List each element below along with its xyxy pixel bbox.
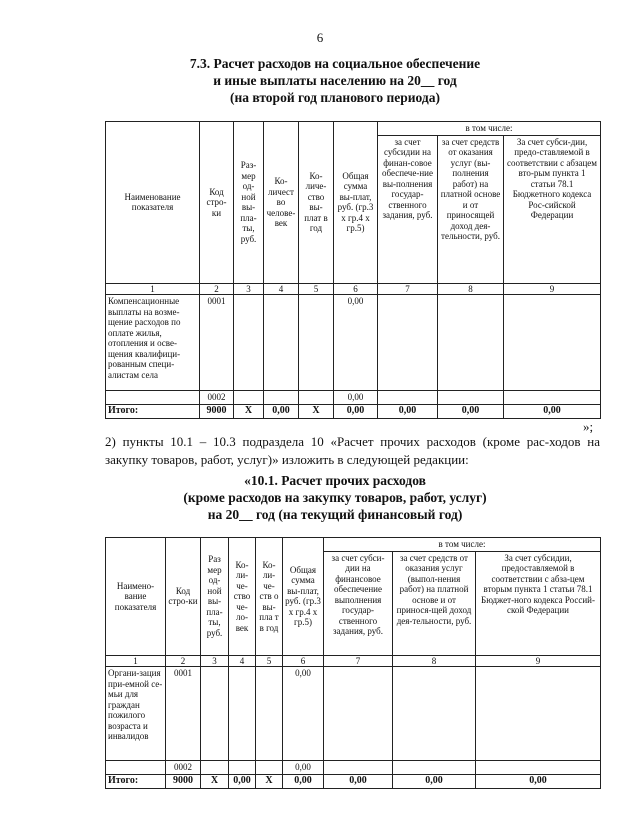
column-number: 3 — [201, 655, 229, 667]
column-number: 7 — [378, 283, 438, 295]
row-name: Компенсационные выплаты на возме-щение расходов по оплате жилья, отопления и осве-щения квалифици-рованным специ-алистам села — [106, 295, 200, 391]
cell-payments — [256, 761, 283, 775]
column-number: 7 — [324, 655, 393, 667]
cell-persons — [229, 761, 256, 775]
total-payments: X — [299, 404, 334, 418]
header-including: в том числе: — [324, 538, 601, 552]
total-code: 9000 — [200, 404, 234, 418]
total-payments: X — [256, 774, 283, 788]
cell-amount — [234, 391, 264, 405]
header-including: в том числе: — [378, 122, 601, 136]
header-code: Код стро-ки — [166, 538, 201, 656]
total-row — [106, 774, 601, 788]
column-number: 1 — [106, 655, 166, 667]
table1-title-line: 7.3. Расчет расходов на социальное обеспечение — [189, 56, 481, 71]
row-name — [106, 761, 166, 775]
total-label: Итого: — [106, 774, 166, 788]
row-code: 0001 — [166, 667, 201, 761]
cell-subsidy-state-task — [378, 295, 438, 391]
cell-payments — [299, 295, 334, 391]
total-amount: X — [201, 774, 229, 788]
header-amount: Раз-мер од-ной вы-пла-ты, руб. — [234, 122, 264, 284]
column-number: 5 — [256, 655, 283, 667]
cell-payments — [256, 667, 283, 761]
total-subsidy-state-task: 0,00 — [324, 774, 393, 788]
closing-quote: »; — [583, 419, 594, 434]
table1-title — [55, 55, 615, 106]
total-persons: 0,00 — [229, 774, 256, 788]
cell-subsidy-state-task — [378, 391, 438, 405]
page-number: 6 — [316, 30, 324, 45]
social-payments-table — [105, 121, 601, 419]
table-row — [106, 391, 601, 405]
table2-title-line: «10.1. Расчет прочих расходов — [244, 473, 426, 488]
table-row — [106, 667, 601, 761]
total-paid-services: 0,00 — [438, 404, 504, 418]
column-number: 4 — [229, 655, 256, 667]
column-number: 6 — [283, 655, 324, 667]
cell-total: 0,00 — [334, 391, 378, 405]
column-number: 6 — [334, 283, 378, 295]
column-number: 2 — [200, 283, 234, 295]
header-payments: Ко-личе-ство вы-плат в год — [299, 122, 334, 284]
row-code: 0002 — [200, 391, 234, 405]
header-code: Код стро-ки — [200, 122, 234, 284]
column-number: 5 — [299, 283, 334, 295]
cell-paid-services — [438, 295, 504, 391]
row-name — [106, 391, 200, 405]
total-sum: 0,00 — [334, 404, 378, 418]
table2-title-line: на 20__ год (на текущий финансовый год) — [207, 507, 463, 522]
cell-persons — [264, 295, 299, 391]
total-subsidy-78-1: 0,00 — [504, 404, 601, 418]
column-number: 9 — [504, 283, 601, 295]
total-subsidy-78-1: 0,00 — [476, 774, 601, 788]
header-persons: Ко-ли-че-ство че-ло-век — [229, 538, 256, 656]
header-paid-services: за счет средств от оказания услуг (вы-полнения работ) на платной основе и от приносящей доход дея-тельности, руб. — [438, 135, 504, 283]
cell-subsidy-78-1 — [504, 391, 601, 405]
total-label: Итого: — [106, 404, 200, 418]
cell-subsidy-78-1 — [504, 295, 601, 391]
column-number: 8 — [438, 283, 504, 295]
other-expenses-table — [105, 537, 601, 789]
header-subsidy-state-task: за счет субси-дии на финансовое обеспечение выполнения государ-ственного задания, руб. — [324, 551, 393, 655]
header-persons: Ко-личество челове-век — [264, 122, 299, 284]
cell-total: 0,00 — [283, 761, 324, 775]
column-number: 1 — [106, 283, 200, 295]
header-name: Наимено-вание показателя — [106, 538, 166, 656]
amendment-paragraph: 2) пункты 10.1 – 10.3 подраздела 10 «Расчет прочих расходов (кроме рас-ходов на закупку товаров, работ, услуг)» изложить в следующей редакции: — [105, 434, 600, 467]
header-paid-services: за счет средств от оказания услуг (выпол-нения работ) на платной основе и от принося-щей доход дея-тельности, руб. — [393, 551, 476, 655]
row-name: Органи-зация при-емной се-мьи для граждан пожилого возраста и инвалидов — [106, 667, 166, 761]
total-amount: X — [234, 404, 264, 418]
header-amount: Раз мер од-ной вы-пла-ты, руб. — [201, 538, 229, 656]
total-row — [106, 404, 601, 418]
cell-subsidy-78-1 — [476, 667, 601, 761]
total-code: 9000 — [166, 774, 201, 788]
header-name: Наименование показателя — [106, 122, 200, 284]
cell-payments — [299, 391, 334, 405]
cell-paid-services — [393, 667, 476, 761]
table2-title — [55, 472, 615, 523]
cell-total: 0,00 — [283, 667, 324, 761]
column-number: 9 — [476, 655, 601, 667]
header-subsidy-78-1: За счет субсидии, предоставляемой в соответствии с абза-цем вторым пункта 1 статьи 78.1 Бюджет-ного кодекса Россий-ской Федерации — [476, 551, 601, 655]
cell-amount — [201, 667, 229, 761]
cell-amount — [234, 295, 264, 391]
table-row — [106, 761, 601, 775]
header-total: Общая сумма вы-плат, руб. (гр.3 х гр.4 х гр.5) — [334, 122, 378, 284]
total-persons: 0,00 — [264, 404, 299, 418]
cell-amount — [201, 761, 229, 775]
cell-paid-services — [393, 761, 476, 775]
column-number: 3 — [234, 283, 264, 295]
total-paid-services: 0,00 — [393, 774, 476, 788]
cell-subsidy-state-task — [324, 761, 393, 775]
row-code: 0001 — [200, 295, 234, 391]
column-number: 8 — [393, 655, 476, 667]
cell-subsidy-state-task — [324, 667, 393, 761]
total-subsidy-state-task: 0,00 — [378, 404, 438, 418]
header-subsidy-78-1: За счет субси-дии, предо-ставляемой в соответствии с абзацем вто-рым пункта 1 статьи 78.1 Бюджетного кодекса Рос-сийской Федерации — [504, 135, 601, 283]
table1-title-line: и иные выплаты населению на 20__ год — [213, 73, 457, 88]
header-total: Общая сумма вы-плат, руб. (гр.3 х гр.4 х гр.5) — [283, 538, 324, 656]
row-code: 0002 — [166, 761, 201, 775]
cell-paid-services — [438, 391, 504, 405]
cell-total: 0,00 — [334, 295, 378, 391]
total-sum: 0,00 — [283, 774, 324, 788]
cell-persons — [264, 391, 299, 405]
header-subsidy-state-task: за счет субсидии на финан-совое обеспече-ние вы-полнения государ-ственного задания, руб. — [378, 135, 438, 283]
cell-persons — [229, 667, 256, 761]
table1-title-line: (на второй год планового периода) — [230, 90, 440, 105]
column-number: 2 — [166, 655, 201, 667]
header-payments: Ко-ли-че-ств о вы-пла т в год — [256, 538, 283, 656]
table-row — [106, 295, 601, 391]
cell-subsidy-78-1 — [476, 761, 601, 775]
table2-title-line: (кроме расходов на закупку товаров, работ, услуг) — [183, 490, 487, 505]
column-number: 4 — [264, 283, 299, 295]
